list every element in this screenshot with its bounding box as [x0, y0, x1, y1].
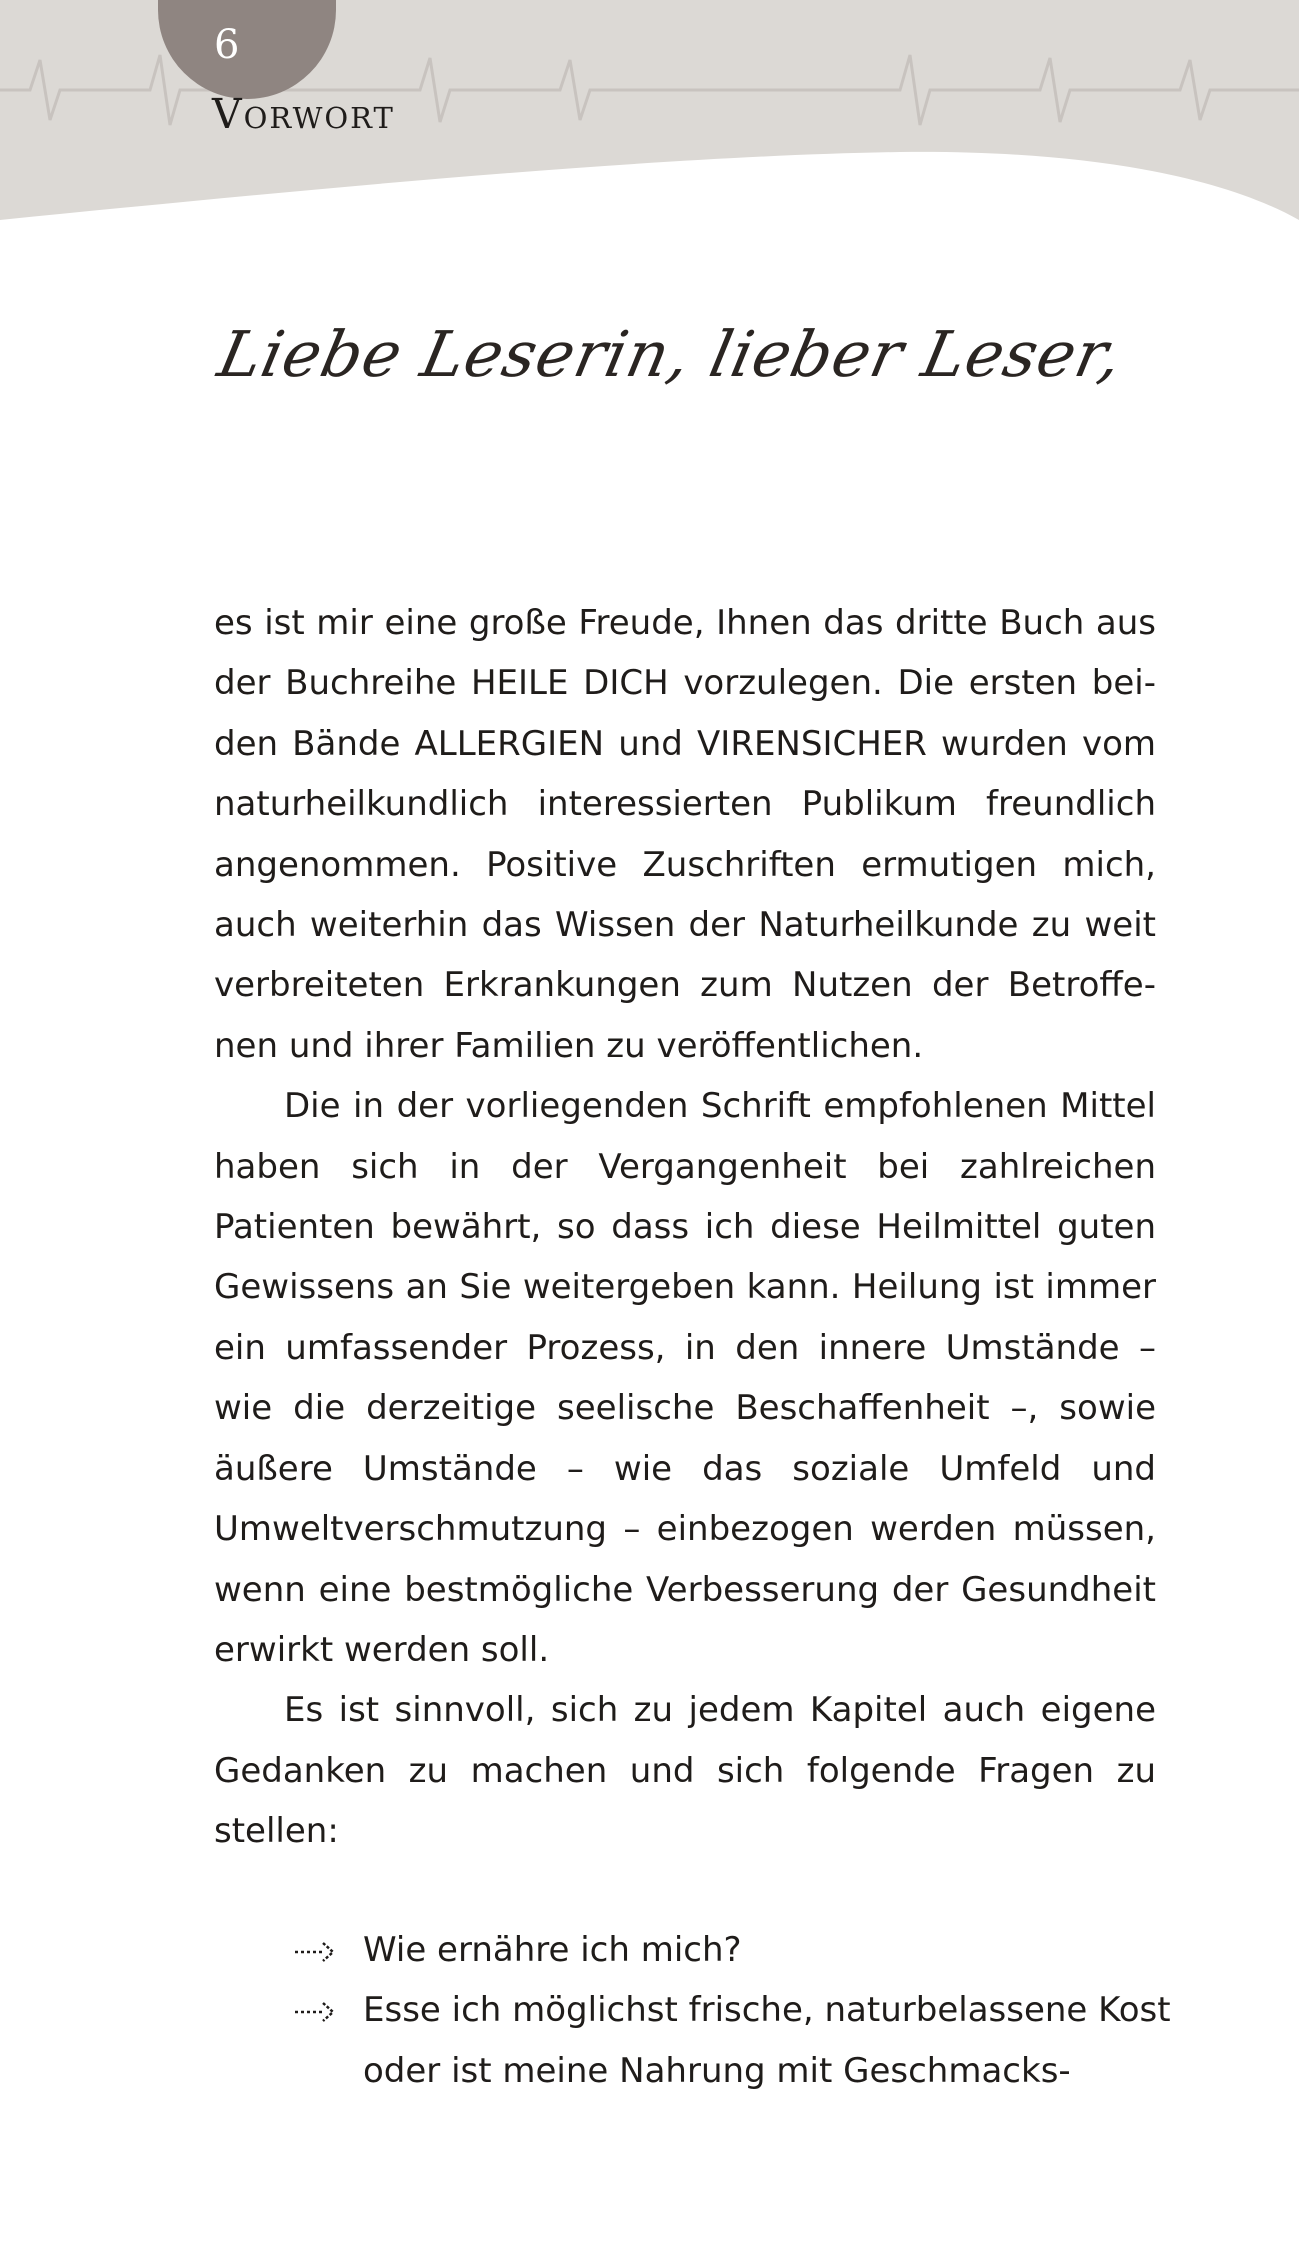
question-list — [293, 1920, 1173, 2101]
paragraph-questions: Es ist sinnvoll, sich zu jedem Kapitel auch eigene Gedanken zu machen und sich folgende Fragen zu stellen: — [214, 1690, 1156, 1852]
paragraph-remedies: Die in der vorliegenden Schrift empfohlenen Mittel haben sich in der Vergangenheit bei zahlreichen Patienten bewährt, so dass ich diese Heilmittel guten Gewissens an Sie weitergeben kann. Heilung ist immer ein umfassender Prozess, in den innere Umstände – wie die derzeitige seelische Beschaffenheit –, sowie äußere Umstände – wie das soziale Umfeld und Umweltverschmutzung – einbezogen werden müssen, wenn eine bestmögliche Verbesserung der Gesundheit erwirkt werden soll. — [214, 1086, 1156, 1670]
dotted-arrow-icon — [293, 2000, 341, 2024]
question-text: Esse ich möglichst frische, naturbelassene Kost oder ist meine Nahrung mit Geschmacks- — [363, 1990, 1171, 2091]
question-text: Wie ernähre ich mich? — [363, 1930, 742, 1970]
list-item — [293, 1920, 1173, 1980]
dotted-arrow-icon — [293, 1940, 341, 1964]
page-number: 6 — [214, 22, 240, 68]
section-title: Vorwort — [212, 90, 395, 138]
salutation: Liebe Leserin, lieber Leser, — [212, 318, 1130, 391]
list-item — [293, 1980, 1173, 2101]
body-text — [214, 593, 1156, 1862]
header-band — [0, 0, 1299, 240]
paragraph-intro: es ist mir eine große Freude, Ihnen das dritte Buch aus der Buchreihe HEILE DICH vorzulegen. Die ersten beiden Bände ALLERGIEN und VIRENSICHER wurden vom naturheilkundlich interessierten Publikum freundlich angenommen. Positive Zuschriften ermutigen mich, auch weiterhin das Wissen der Naturheilkunde zu weit verbreiteten Erkrankungen zum Nutzen der Betroffenen und ihrer Familien zu veröffentlichen. — [214, 603, 1156, 1066]
